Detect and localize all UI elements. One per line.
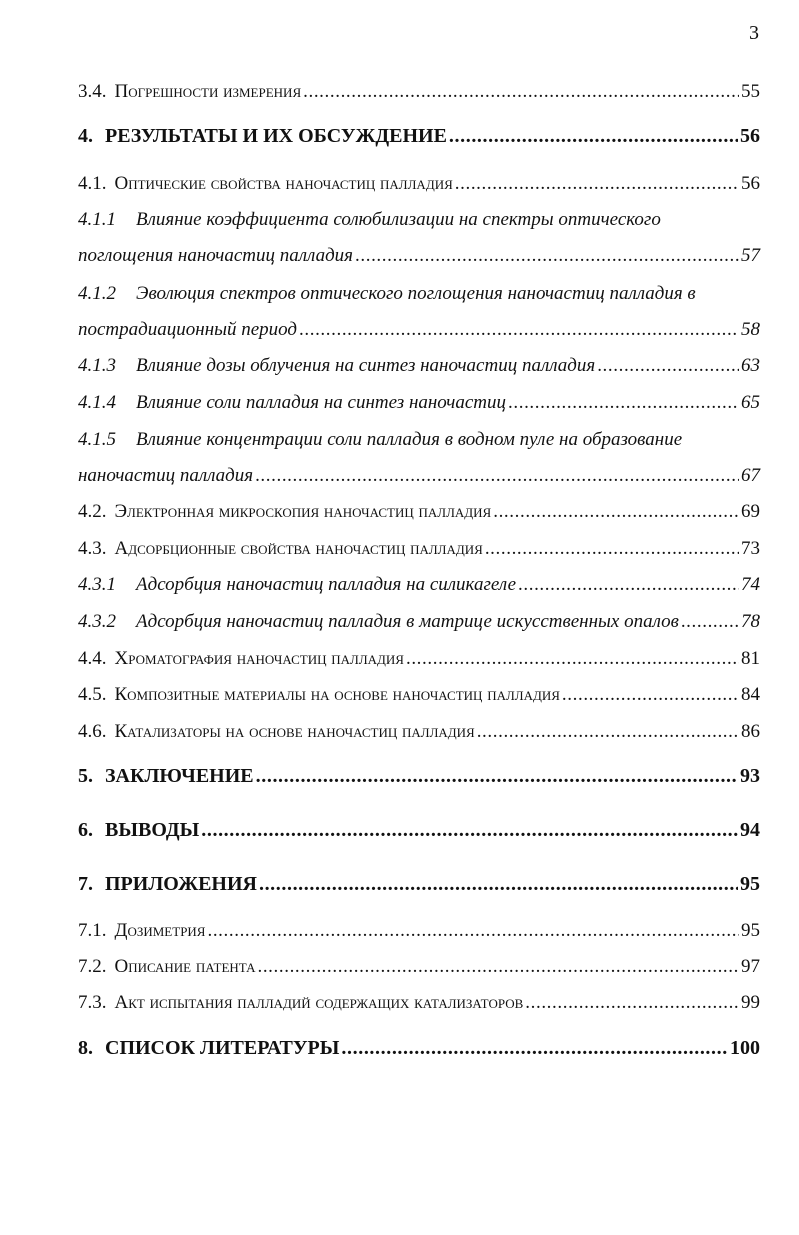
dot-leader <box>255 464 739 488</box>
toc-entry-number: 4.1.2 <box>78 283 116 304</box>
toc-entry-title: Хроматография наночастиц палладия <box>114 648 404 669</box>
toc-entry-4-1-2[interactable] <box>78 282 760 306</box>
toc-entry-page: 74 <box>741 574 760 595</box>
toc-entry-number: 7. <box>78 873 93 895</box>
dot-leader <box>341 1036 728 1060</box>
toc-entry-number: 4.2. <box>78 501 107 522</box>
toc-entry-4-4[interactable] <box>78 647 760 671</box>
toc-entry-4-6[interactable] <box>78 720 760 744</box>
dot-leader <box>259 872 738 896</box>
toc-entry-title: Электронная микроскопия наночастиц палладия <box>114 501 492 522</box>
toc-entry-page: 95 <box>740 873 760 895</box>
toc-entry-title-cont: поглощения наночастиц палладия <box>78 245 354 266</box>
dot-leader <box>257 955 739 979</box>
toc-entry-title: Композитные материалы на основе наночастиц палладия <box>114 684 560 705</box>
toc-entry-page: 73 <box>741 538 760 559</box>
toc-entry-number: 7.2. <box>78 956 107 977</box>
toc-entry-number: 4.1.4 <box>78 392 116 413</box>
toc-entry-number: 4.1.3 <box>78 355 116 376</box>
toc-entry-number: 4. <box>78 125 93 147</box>
toc-entry-title: ВЫВОДЫ <box>105 819 200 841</box>
toc-entry-title: Влияние соли палладия на синтез наночастиц <box>136 392 507 413</box>
toc-entry-title: Акт испытания палладий содержащих катализаторов <box>114 992 524 1013</box>
toc-entry-page: 94 <box>740 819 760 841</box>
toc-chapter-4[interactable] <box>78 124 760 148</box>
dot-leader <box>493 500 739 524</box>
toc-entry-page: 57 <box>741 245 760 266</box>
toc-entry-number: 8. <box>78 1037 93 1059</box>
toc-entry-number: 4.1. <box>78 173 107 194</box>
dot-leader <box>477 720 739 744</box>
toc-entry-page: 95 <box>741 920 760 941</box>
toc-entry-title-cont: наночастиц палладия <box>78 465 254 486</box>
dot-leader <box>303 80 739 104</box>
dot-leader <box>207 919 739 943</box>
toc-entry-4-1-5-cont[interactable] <box>78 464 760 488</box>
toc-entry-page: 56 <box>740 125 760 147</box>
dot-leader <box>201 818 738 842</box>
toc-entry-4-3-1[interactable] <box>78 573 760 597</box>
toc-entry-title: ЗАКЛЮЧЕНИЕ <box>105 765 254 787</box>
toc-entry-title: ПРИЛОЖЕНИЯ <box>105 873 257 895</box>
dot-leader <box>562 683 739 707</box>
toc-entry-number: 7.1. <box>78 920 107 941</box>
toc-entry-page: 69 <box>741 501 760 522</box>
dot-leader <box>518 573 739 597</box>
toc-entry-title: Дозиметрия <box>114 920 206 941</box>
toc-entry-number: 6. <box>78 819 93 841</box>
toc-entry-page: 58 <box>741 319 760 340</box>
toc-chapter-5[interactable] <box>78 764 760 788</box>
toc-entry-4-1-4[interactable] <box>78 391 760 415</box>
toc-entry-4-3[interactable] <box>78 537 760 561</box>
page-number: 3 <box>749 22 759 44</box>
toc-entry-7-2[interactable] <box>78 955 760 979</box>
toc-entry-4-1-2-cont[interactable] <box>78 318 760 342</box>
dot-leader <box>485 537 739 561</box>
toc-entry-number: 4.4. <box>78 648 107 669</box>
toc-entry-number: 3.4. <box>78 81 107 102</box>
dot-leader <box>508 391 739 415</box>
toc-entry-page: 93 <box>740 765 760 787</box>
toc-chapter-7[interactable] <box>78 872 760 896</box>
toc-entry-page: 81 <box>741 648 760 669</box>
toc-entry-page: 86 <box>741 721 760 742</box>
toc-entry-4-3-2[interactable] <box>78 610 760 634</box>
dot-leader <box>681 610 739 634</box>
toc-chapter-6[interactable] <box>78 818 760 842</box>
toc-entry-number: 4.3.1 <box>78 574 116 595</box>
toc-entry-number: 4.3.2 <box>78 611 116 632</box>
toc-entry-title-cont: пострадиационный период <box>78 319 298 340</box>
toc-entry-3-4[interactable] <box>78 80 760 104</box>
toc-entry-page: 63 <box>741 355 760 376</box>
dot-leader <box>455 172 739 196</box>
dot-leader <box>256 764 738 788</box>
toc-entry-page: 55 <box>741 81 760 102</box>
toc-entry-page: 56 <box>741 173 760 194</box>
toc-entry-title: Эволюция спектров оптического поглощения наночастиц палладия в <box>136 283 696 304</box>
toc-entry-number: 4.5. <box>78 684 107 705</box>
toc-entry-7-3[interactable] <box>78 991 760 1015</box>
toc-entry-4-1-3[interactable] <box>78 354 760 378</box>
toc-entry-4-1-1-cont[interactable] <box>78 244 760 268</box>
toc-entry-4-1-1[interactable] <box>78 208 760 232</box>
toc-chapter-8[interactable] <box>78 1036 760 1060</box>
dot-leader <box>449 124 738 148</box>
toc-entry-page: 67 <box>741 465 760 486</box>
dot-leader <box>355 244 739 268</box>
toc-entry-page: 100 <box>730 1037 760 1059</box>
toc-entry-number: 4.1.5 <box>78 429 116 450</box>
toc-entry-page: 65 <box>741 392 760 413</box>
toc-entry-4-1[interactable] <box>78 172 760 196</box>
dot-leader <box>525 991 739 1015</box>
toc-entry-title: Оптические свойства наночастиц палладия <box>114 173 453 194</box>
toc-entry-title: РЕЗУЛЬТАТЫ И ИХ ОБСУЖДЕНИЕ <box>105 125 447 147</box>
dot-leader <box>597 354 739 378</box>
toc-entry-number: 5. <box>78 765 93 787</box>
toc-entry-page: 84 <box>741 684 760 705</box>
toc-entry-page: 99 <box>741 992 760 1013</box>
toc-entry-4-1-5[interactable] <box>78 428 760 452</box>
toc-entry-title: Описание патента <box>114 956 256 977</box>
toc-entry-4-5[interactable] <box>78 683 760 707</box>
dot-leader <box>406 647 739 671</box>
toc-entry-title: Адсорбция наночастиц палладия на силикагеле <box>136 574 517 595</box>
toc-entry-title: Адсорбция наночастиц палладия в матрице искусственных опалов <box>136 611 679 632</box>
toc-entry-7-1[interactable] <box>78 919 760 943</box>
toc-entry-number: 4.6. <box>78 721 107 742</box>
toc-entry-title: Адсорбционные свойства наночастиц палладия <box>114 538 483 559</box>
toc-entry-page: 78 <box>741 611 760 632</box>
toc-entry-title: СПИСОК ЛИТЕРАТУРЫ <box>105 1037 340 1059</box>
toc-entry-number: 7.3. <box>78 992 107 1013</box>
toc-entry-page: 97 <box>741 956 760 977</box>
toc-entry-4-2[interactable] <box>78 500 760 524</box>
toc-entry-number: 4.3. <box>78 538 107 559</box>
toc-entry-title: Погрешности измерения <box>114 81 302 102</box>
toc-entry-title: Влияние дозы облучения на синтез наночастиц палладия <box>136 355 596 376</box>
toc-entry-title: Влияние коэффициента солюбилизации на спектры оптического <box>136 209 661 230</box>
toc-entry-title: Катализаторы на основе наночастиц палладия <box>114 721 475 742</box>
dot-leader <box>299 318 739 342</box>
toc-entry-title: Влияние концентрации соли палладия в водном пуле на образование <box>136 429 683 450</box>
toc-entry-number: 4.1.1 <box>78 209 116 230</box>
